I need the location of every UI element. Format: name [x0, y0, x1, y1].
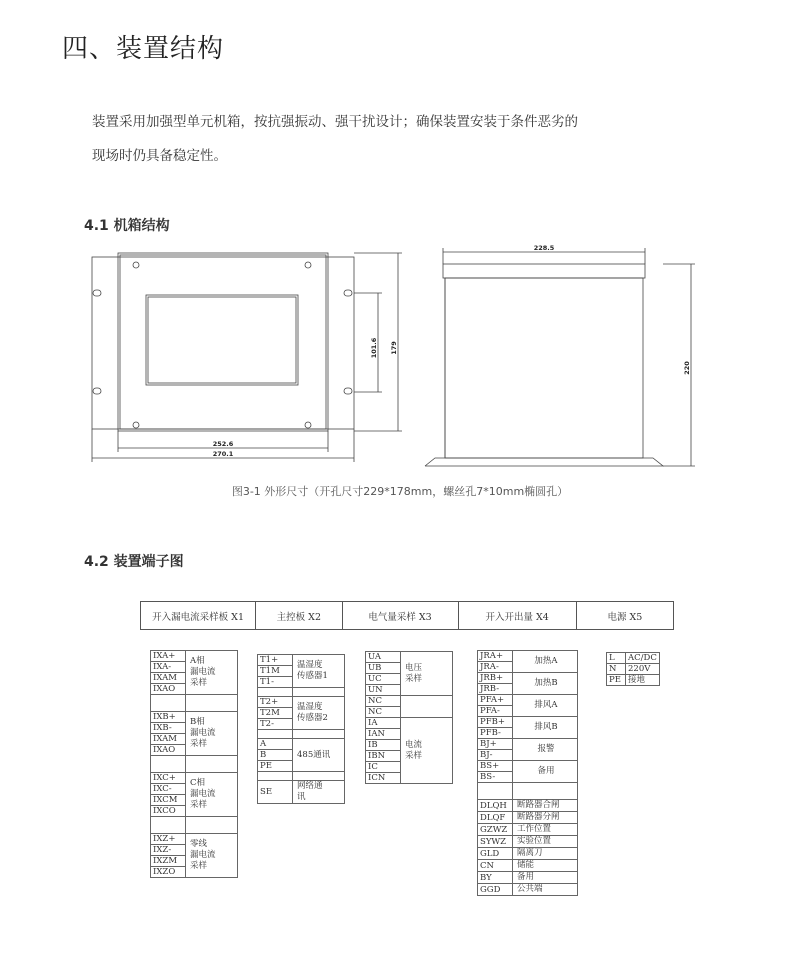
terminal-row: [478, 812, 578, 824]
terminal-row: [366, 652, 453, 663]
terminal-row: [478, 761, 578, 772]
terminal-row: [478, 651, 578, 662]
terminal-code: JRA-: [478, 662, 513, 673]
terminal-code: IAN: [366, 729, 401, 740]
terminal-code: PE: [607, 675, 626, 686]
terminal-row: [258, 739, 345, 750]
terminal-code: T1+: [258, 655, 293, 666]
dim-220: 220: [683, 361, 691, 375]
terminal-code: IXB+: [151, 712, 186, 723]
terminal-block-x1: [150, 650, 238, 878]
terminal-label: [186, 712, 238, 756]
terminal-row: [478, 739, 578, 750]
terminal-row: [607, 653, 660, 664]
terminal-row: [478, 800, 578, 812]
terminal-code: UN: [366, 685, 401, 696]
terminal-code: GLD: [478, 848, 513, 860]
terminal-block-x5: [606, 652, 660, 686]
terminal-code: JRB+: [478, 673, 513, 684]
terminal-row: [607, 664, 660, 675]
terminal-code: PFA-: [478, 706, 513, 717]
terminal-label-line: 漏电流: [190, 850, 216, 860]
terminal-row: [258, 655, 345, 666]
terminal-label-line: A相: [190, 656, 205, 666]
terminal-label: [186, 651, 238, 695]
terminal-code: SE: [258, 781, 293, 804]
terminal-label-line: 温湿度: [297, 660, 323, 670]
terminal-label: 加热B: [513, 673, 578, 695]
terminal-label: 备用: [513, 872, 578, 884]
terminal-label: 隔离刀: [513, 848, 578, 860]
page-title: 四、装置结构: [62, 34, 225, 64]
display-window: [146, 295, 298, 385]
terminal-code: IXZM: [151, 856, 186, 867]
terminal-label: 公共端: [513, 884, 578, 896]
terminal-label-line: B相: [190, 717, 205, 727]
terminal-code: UC: [366, 674, 401, 685]
screw-1: [133, 262, 139, 268]
terminal-code: UA: [366, 652, 401, 663]
terminal-code: PE: [258, 761, 293, 772]
terminal-code: T2M: [258, 708, 293, 719]
screw-4: [305, 422, 311, 428]
terminal-label: [401, 718, 453, 784]
terminal-label: [186, 773, 238, 817]
terminal-label-line: 采样: [405, 673, 423, 684]
terminal-code: IXAO: [151, 684, 186, 695]
terminal-label: 报警: [513, 739, 578, 761]
terminal-label: 实验位置: [513, 836, 578, 848]
terminal-row: [478, 836, 578, 848]
terminal-code: IXZ+: [151, 834, 186, 845]
terminal-code: IXC+: [151, 773, 186, 784]
terminal-label-line: 温湿度: [297, 702, 323, 712]
terminal-code: T2-: [258, 719, 293, 730]
terminal-label-line: 零线: [190, 839, 208, 849]
terminal-code: GGD: [478, 884, 513, 896]
terminal-code: NC: [366, 707, 401, 718]
terminal-code: DLQF: [478, 812, 513, 824]
intro-line-1: 装置采用加强型单元机箱，按抗强振动、强干扰设计；确保装置安装于条件恶劣的: [92, 114, 578, 130]
dim-179: 179: [390, 341, 398, 355]
terminal-code: GZWZ: [478, 824, 513, 836]
terminal-label-line: 采样: [190, 800, 208, 810]
terminal-row: [478, 824, 578, 836]
terminal-code: PFB+: [478, 717, 513, 728]
terminal-row: [478, 695, 578, 706]
terminal-code: A: [258, 739, 293, 750]
terminal-label: 备用: [513, 761, 578, 783]
terminal-code: L: [607, 653, 626, 664]
terminal-code: PFB-: [478, 728, 513, 739]
terminal-row: [258, 697, 345, 708]
screw-2: [305, 262, 311, 268]
terminal-label-line: 采样: [190, 861, 208, 871]
terminal-label: [401, 652, 453, 696]
terminal-row: [151, 834, 238, 845]
terminal-row: [258, 781, 345, 804]
terminal-label: 工作位置: [513, 824, 578, 836]
terminal-code: BJ-: [478, 750, 513, 761]
terminal-label: 储能: [513, 860, 578, 872]
terminal-label-line: C相: [190, 778, 206, 788]
terminal-header: [140, 601, 674, 630]
terminal-code: DLQH: [478, 800, 513, 812]
terminal-code: BY: [478, 872, 513, 884]
terminal-code: IB: [366, 740, 401, 751]
dim-270-1: 270.1: [212, 450, 234, 458]
terminal-label: 断路器分闸: [513, 812, 578, 824]
figure-caption: 图3-1 外形尺寸（开孔尺寸229*178mm，螺丝孔7*10mm椭圆孔）: [231, 485, 569, 498]
dim-228-5: 228.5: [533, 244, 555, 252]
header-x5: 电源 X5: [607, 611, 643, 623]
terminal-code: T2+: [258, 697, 293, 708]
terminal-code: T1-: [258, 677, 293, 688]
terminal-label: 排风A: [513, 695, 578, 717]
terminal-code: JRB-: [478, 684, 513, 695]
terminal-code: IXZO: [151, 867, 186, 878]
header-x3: 电气量采样 X3: [343, 602, 459, 629]
terminal-code: SYWZ: [478, 836, 513, 848]
terminal-row: [478, 884, 578, 896]
terminal-code: IA: [366, 718, 401, 729]
terminal-code: IXCM: [151, 795, 186, 806]
terminal-code: BS+: [478, 761, 513, 772]
terminal-row: [607, 675, 660, 686]
terminal-code: B: [258, 750, 293, 761]
terminal-label-line: 网络通: [297, 781, 323, 791]
side-body: [445, 278, 643, 458]
front-plate-outline: [118, 253, 328, 431]
terminal-label: 加热A: [513, 651, 578, 673]
terminal-code: IXA+: [151, 651, 186, 662]
terminal-label-line: 电流: [405, 739, 423, 750]
terminal-label: 接地: [626, 675, 660, 686]
terminal-label-line: 485通讯: [297, 749, 331, 760]
screw-3: [133, 422, 139, 428]
side-base-flange: [425, 458, 663, 466]
terminal-code: IXC-: [151, 784, 186, 795]
terminal-block-x2: [257, 654, 345, 804]
terminal-label: [293, 697, 345, 730]
front-flange-outline: [92, 257, 354, 429]
terminal-block-x4: [477, 650, 578, 896]
terminal-row: [478, 717, 578, 728]
dim-252-6: 252.6: [212, 440, 234, 448]
section-heading-4-2: 4.2 装置端子图: [84, 554, 184, 570]
terminal-label-line: 讯: [297, 792, 306, 802]
terminal-label-line: 采样: [405, 750, 423, 761]
side-top-cover: [443, 264, 645, 278]
terminal-code: IC: [366, 762, 401, 773]
intro-line-2: 现场时仍具备稳定性。: [92, 148, 227, 164]
terminal-code: UB: [366, 663, 401, 674]
terminal-code: IXAM: [151, 673, 186, 684]
terminal-row: [151, 651, 238, 662]
terminal-label: 220V: [626, 664, 660, 675]
terminal-label-line: 采样: [190, 678, 208, 688]
terminal-row: [366, 696, 453, 707]
terminal-code: IXCO: [151, 806, 186, 817]
terminal-row: [478, 848, 578, 860]
terminal-code: BJ+: [478, 739, 513, 750]
terminal-code: IXAM: [151, 734, 186, 745]
terminal-label-line: 电压: [405, 662, 423, 673]
terminal-code: T1M: [258, 666, 293, 677]
terminal-label-line: 漏电流: [190, 789, 216, 799]
terminal-label-line: 漏电流: [190, 667, 216, 677]
header-x1: 开入漏电流采样板 X1: [141, 602, 256, 629]
terminal-code: IBN: [366, 751, 401, 762]
terminal-label-line: 传感器1: [297, 671, 328, 681]
terminal-label: [293, 655, 345, 688]
terminal-row: [478, 872, 578, 884]
terminal-label: 排风B: [513, 717, 578, 739]
header-x2: 主控板 X2: [256, 602, 342, 629]
terminal-code: BS-: [478, 772, 513, 783]
terminal-code: IXZ-: [151, 845, 186, 856]
header-x4: 开入开出量 X4: [459, 602, 577, 629]
terminal-code: IXAO: [151, 745, 186, 756]
terminal-code: ICN: [366, 773, 401, 784]
terminal-block-x3: [365, 651, 453, 784]
terminal-code: PFA+: [478, 695, 513, 706]
terminal-label-line: 传感器2: [297, 713, 328, 723]
section-heading-4-1: 4.1 机箱结构: [84, 218, 170, 234]
enclosure-drawing: [80, 240, 700, 470]
terminal-row: [478, 860, 578, 872]
terminal-code: IXB-: [151, 723, 186, 734]
terminal-label: [401, 696, 453, 718]
terminal-label: [293, 781, 345, 804]
terminal-label-line: 漏电流: [190, 728, 216, 738]
terminal-label: [293, 739, 345, 772]
terminal-code: IXA-: [151, 662, 186, 673]
terminal-row: [478, 673, 578, 684]
terminal-code: JRA+: [478, 651, 513, 662]
terminal-code: CN: [478, 860, 513, 872]
terminal-row: [151, 712, 238, 723]
terminal-label-line: 采样: [190, 739, 208, 749]
terminal-row: [151, 773, 238, 784]
terminal-code: N: [607, 664, 626, 675]
terminal-code: NC: [366, 696, 401, 707]
dim-101-6: 101.6: [370, 337, 378, 359]
terminal-label: AC/DC: [626, 653, 660, 664]
terminal-row: [366, 718, 453, 729]
terminal-label: [186, 834, 238, 878]
terminal-label: 断路器合闸: [513, 800, 578, 812]
